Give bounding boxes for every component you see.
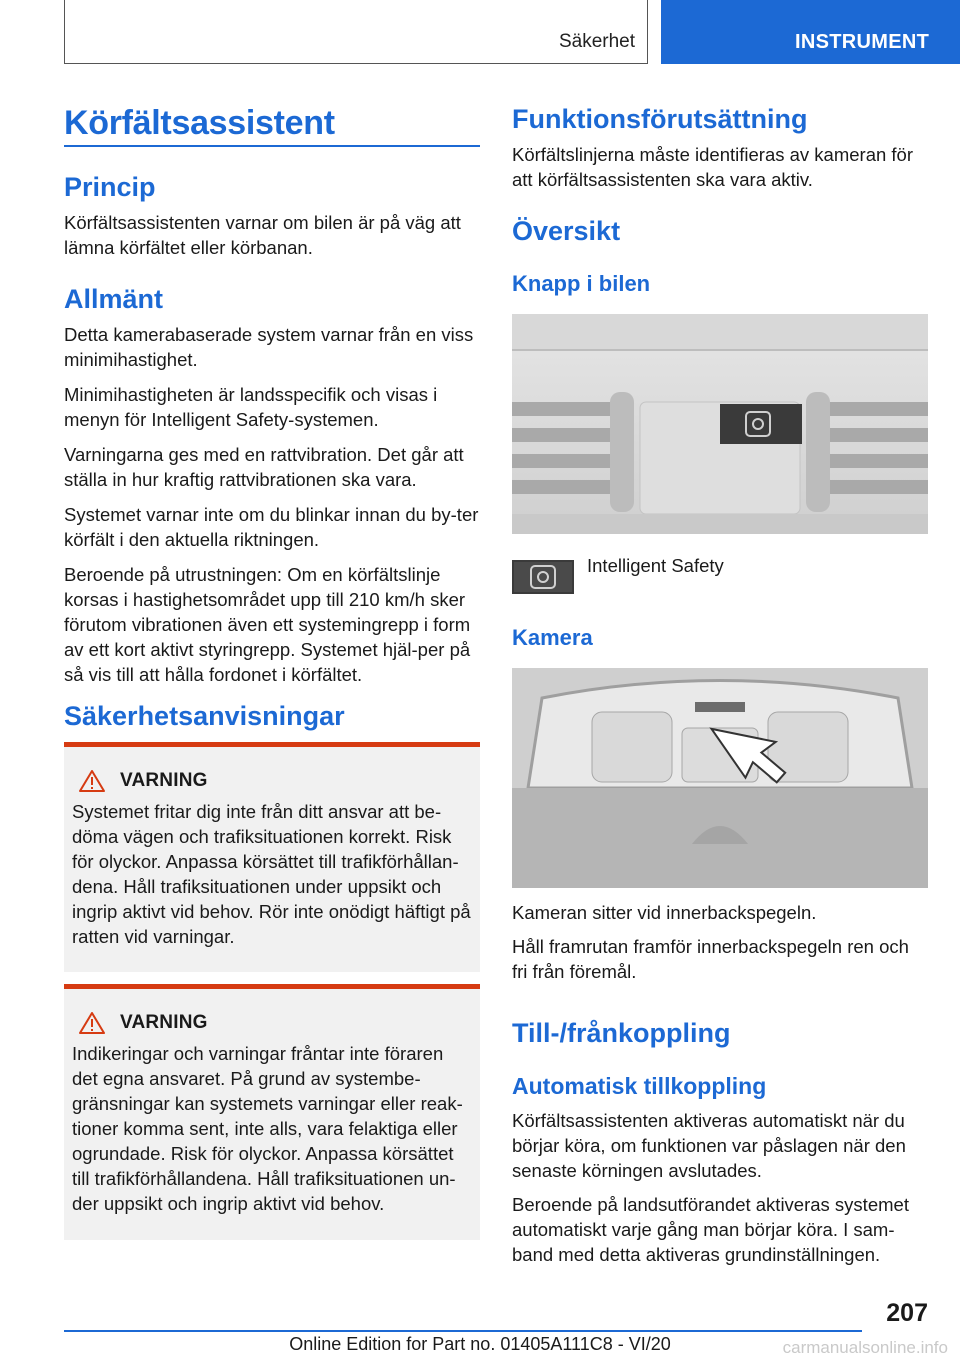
general-heading: Allmänt [64, 284, 164, 314]
camera-location-image [512, 668, 928, 888]
warning-triangle-icon [78, 1011, 106, 1035]
warning-header [72, 767, 472, 795]
general-paragraph: Systemet varnar inte om du blinkar innan du by-ter körfält i den aktuella riktningen. [64, 504, 479, 550]
principle-heading: Princip [64, 172, 156, 202]
switching-body [512, 1108, 928, 1267]
warning-title: VARNING [120, 1012, 208, 1033]
warning-title: VARNING [120, 770, 208, 791]
switching-paragraph: Beroende på landsutförandet aktiveras systemet automatiskt varje gång man börjar köra. I sam-band med detta aktiveras grundinställningen. [512, 1194, 909, 1265]
button-heading: Knapp i bilen [512, 271, 651, 296]
general-paragraph: Beroende på utrustningen: Om en körfältslinje korsas i hastighetsområdet upp till 210 km/h sker förutom vibrationen även ett systemingrepp i form av ett kort aktivt styringrepp. Systemet hjäl-per på så vis till att hålla fordonet i körfältet. [64, 564, 471, 685]
camera-paragraph: Kameran sitter vid innerbackspegeln. [512, 902, 817, 923]
header-chapter-tab [661, 0, 960, 64]
button-label: Intelligent Safety [587, 555, 724, 576]
general-paragraph: Detta kamerabaserade system varnar från en viss minimihastighet. [64, 324, 474, 370]
header-section-label: Säkerhet [558, 31, 635, 52]
prerequisite-heading: Funktionsförutsättning [512, 104, 808, 134]
warning-triangle-icon [78, 769, 106, 793]
principle-text: Körfältsassistenten varnar om bilen är på väg att lämna körfältet eller körbanan. [64, 212, 461, 258]
footer-edition: Online Edition for Part no. 01405A111C8 - VI/20 [289, 1334, 671, 1354]
page-title: Körfältsassistent [64, 104, 335, 142]
safety-heading: Säkerhetsanvisningar [64, 701, 345, 731]
camera-body [512, 900, 928, 984]
title-rule [64, 145, 480, 147]
overview-heading: Översikt [512, 216, 621, 246]
warning-text: Indikeringar och varningar fråntar inte föraren det egna ansvaret. På grund av systembe-gränsningar kan systemets varningar eller reak-tioner komma sent, inte alls, vara felaktiga eller ogrundade. Risk för olyckor. Anpassa körsättet till trafikförhållandena. Håll trafiksituationen un-der uppsikt och ingrip aktivt vid behov. [72, 1043, 463, 1214]
warning-header [72, 1009, 472, 1037]
general-paragraph: Varningarna ges med en rattvibration. Det går att ställa in hur kraftig rattvibrationen ska vara. [64, 444, 464, 490]
warning-box-1 [64, 742, 480, 972]
dashboard-button-image [512, 314, 928, 534]
auto-switch-heading: Automatisk tillkoppling [512, 1073, 767, 1099]
warning-box-2 [64, 984, 480, 1240]
camera-paragraph: Håll framrutan framför innerbackspegeln ren och fri från föremål. [512, 936, 909, 982]
camera-heading: Kamera [512, 625, 593, 650]
page-number: 207 [886, 1299, 928, 1327]
prerequisite-text: Körfältslinjerna måste identifieras av kameran för att körfältsassistenten ska vara aktiv. [512, 144, 914, 190]
general-paragraph: Minimihastigheten är landsspecifik och visas i menyn för Intelligent Safety-systemen. [64, 384, 438, 430]
warning-text: Systemet fritar dig inte från ditt ansvar att be-döma vägen och trafiksituationen korrekt. Risk för olyckor. Anpassa körsättet till trafikförhållan-dena. Håll trafiksituationen under uppsikt och ingrip aktivt vid behov. Rör inte onödigt häftigt på ratten vid varningar. [72, 801, 471, 947]
switching-heading: Till-/frånkoppling [512, 1018, 731, 1048]
header-chapter-label: INSTRUMENT [795, 31, 930, 53]
general-body [64, 322, 480, 687]
footer-rule [64, 1330, 862, 1332]
switching-paragraph: Körfältsassistenten aktiveras automatiskt när du börjar köra, om funktionen var påslagen när den senaste körningen avslutades. [512, 1110, 906, 1181]
header-section-tab [64, 0, 648, 64]
intelligent-safety-button-icon [512, 560, 574, 594]
footer-watermark: carmanualsonline.info [782, 1338, 948, 1357]
